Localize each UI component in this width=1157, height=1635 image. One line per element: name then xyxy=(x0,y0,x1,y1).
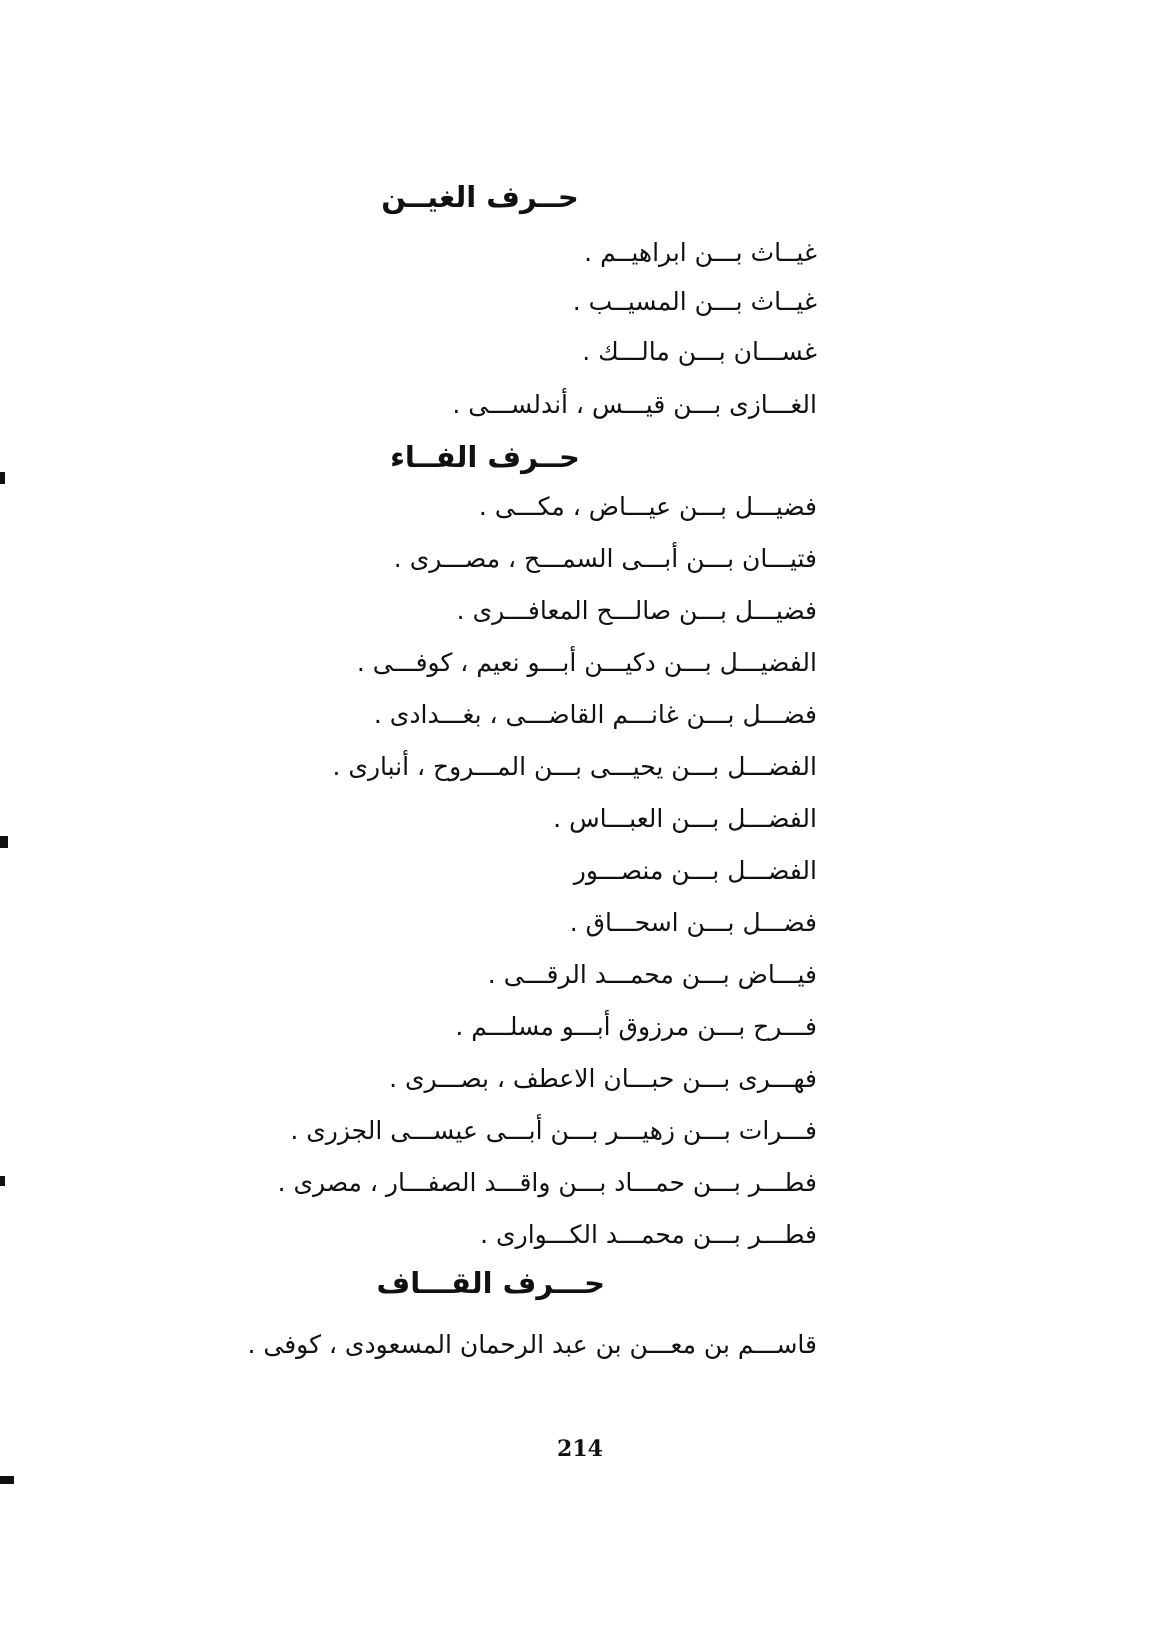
entry-line: غيــاث بـــن ابراهيــم . xyxy=(584,238,817,267)
entry-line: الفضـــل بـــن العبـــاس . xyxy=(553,804,817,833)
entry-line: فـــرح بـــن مرزوق أبـــو مسلـــم . xyxy=(455,1012,817,1041)
entry-line: فـــرات بـــن زهيـــر بـــن أبـــى عيســـى الجزرى . xyxy=(290,1116,817,1145)
entry-line: غيــاث بـــن المسيــب . xyxy=(572,287,817,316)
entry-line: فطـــر بـــن محمـــد الكـــوارى . xyxy=(480,1220,817,1249)
entry-line: فضيـــل بـــن عيـــاض ، مكـــى . xyxy=(478,492,817,521)
section-heading-fa: حــرف الفــاء xyxy=(390,440,580,474)
entry-line: الفضـــل بـــن يحيـــى بـــن المـــروح ، أنبارى . xyxy=(332,752,817,781)
section-heading-qaf: حـــرف القـــاف xyxy=(376,1266,605,1300)
entry-line: فضيـــل بـــن صالـــح المعافـــرى . xyxy=(456,596,817,625)
scan-edge-mark xyxy=(0,836,8,848)
entry-line: فتيـــان بـــن أبـــى السمـــح ، مصـــرى . xyxy=(393,544,817,573)
scan-edge-mark xyxy=(0,1176,5,1186)
scan-edge-mark xyxy=(0,1476,14,1484)
entry-line: فيـــاض بـــن محمـــد الرقـــى . xyxy=(487,960,817,989)
entry-line: الغـــازى بـــن قيـــس ، أندلســـى . xyxy=(452,390,817,419)
entry-line: فطـــر بـــن حمـــاد بـــن واقـــد الصفـــار ، مصرى . xyxy=(277,1168,817,1197)
entry-line: فهـــرى بـــن حبـــان الاعطف ، بصـــرى . xyxy=(389,1064,817,1093)
entry-line: الفضـــل بـــن منصـــور xyxy=(573,856,817,885)
entry-line: فضـــل بـــن غانـــم القاضـــى ، بغـــدادى . xyxy=(373,700,817,729)
page-number: 214 xyxy=(557,1436,603,1462)
scan-edge-mark xyxy=(0,472,5,484)
entry-line: فضـــل بـــن اسحـــاق . xyxy=(569,908,817,937)
entry-line: قاســـم بن معـــن بن عبد الرحمان المسعودى ، كوفى . xyxy=(247,1330,817,1359)
section-heading-ghayn: حــرف الغيــن xyxy=(381,180,579,214)
entry-line: الفضيـــل بـــن دكيـــن أبـــو نعيم ، كوفـــى . xyxy=(356,648,817,677)
entry-line: غســـان بـــن مالـــك . xyxy=(582,337,817,366)
